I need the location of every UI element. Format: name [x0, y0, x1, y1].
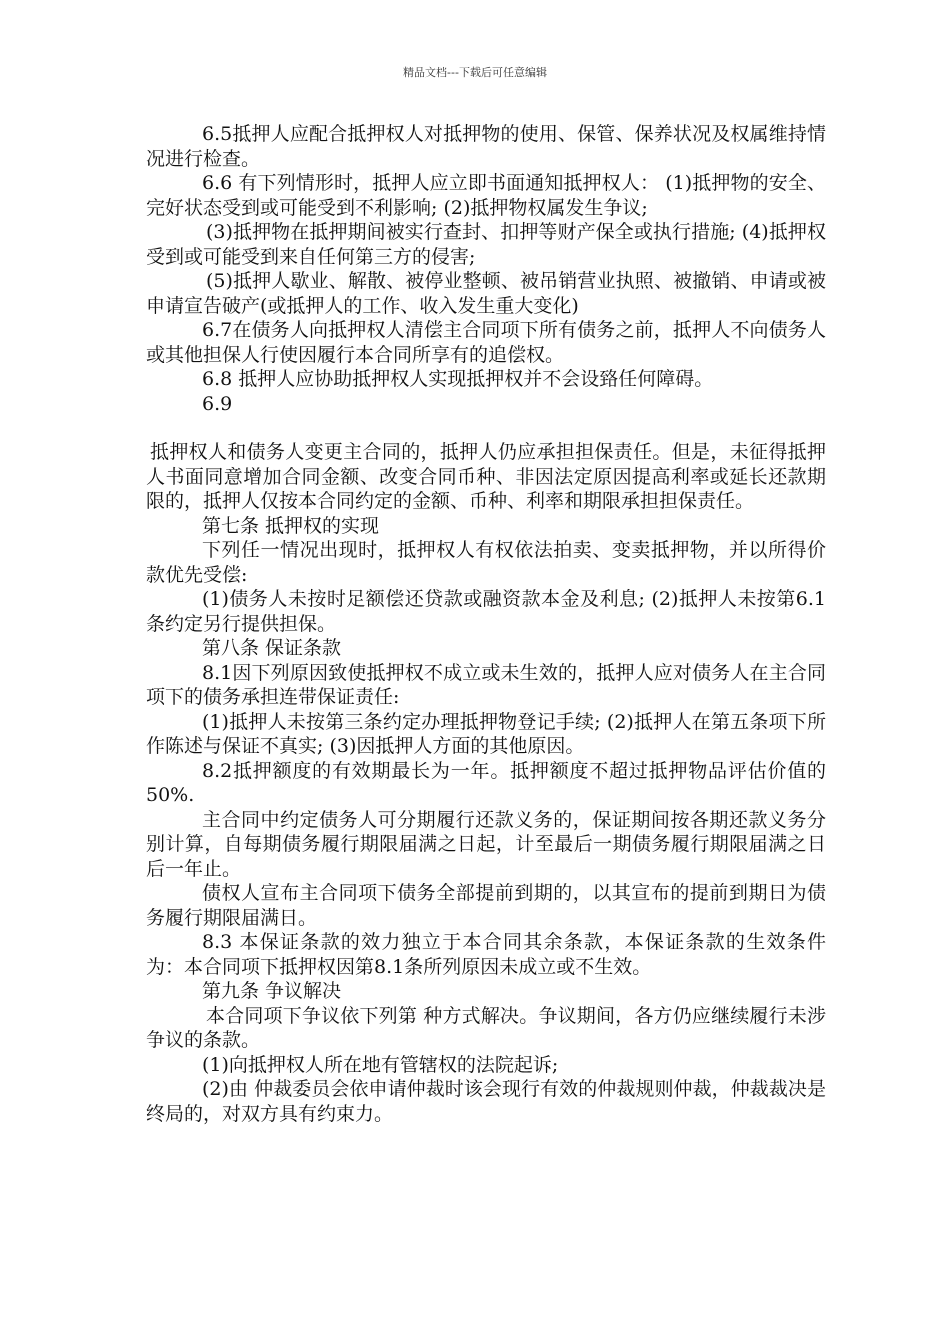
- paragraph-6-9: 6.9: [202, 392, 233, 415]
- blank-line: [146, 416, 826, 440]
- paragraph-guarantee-change: 抵押权人和债务人变更主合同的，抵押人仍应承担担保责任。但是，未征得抵押人书面同意增加合同金额、改变合同币种、非因法定原因提高利率或延长还款期限的，抵押人仅按本合同约定的金额、币种、利率和期限承担担保责任。: [146, 441, 826, 512]
- paragraph-acceleration: 债权人宣布主合同项下债务全部提前到期的，以其宣布的提前到期日为债务履行期限届满日。: [146, 882, 826, 929]
- paragraph-6-5: 6.5抵押人应配合抵押权人对抵押物的使用、保管、保养状况及权属维持情况进行检查。: [146, 123, 826, 170]
- paragraph-6-7: 6.7在债务人向抵押权人清偿主合同项下所有债务之前，抵押人不向债务人或其他担保人行使因履行本合同所享有的追偿权。: [146, 319, 826, 366]
- document-body: [146, 122, 826, 1126]
- paragraph-7-items: (1)债务人未按时足额偿还贷款或融资款本金及利息; (2)抵押人未按第6.1条约定另行提供担保。: [146, 588, 826, 635]
- article-9-heading: 第九条 争议解决: [202, 980, 342, 1002]
- paragraph-installment: 主合同中约定债务人可分期履行还款义务的，保证期间按各期还款义务分别计算，自每期债务履行期限届满之日起，计至最后一期债务履行期限届满之日后一年止。: [146, 808, 826, 880]
- page-header: 精品文档---下载后可任意编辑: [403, 66, 547, 79]
- paragraph-6-8: 6.8 抵押人应协助抵押权人实现抵押权并不会设臵任何障碍。: [202, 368, 714, 390]
- paragraph-9-option-1: (1)向抵押权人所在地有管辖权的法院起诉;: [202, 1053, 559, 1076]
- article-8-heading: 第八条 保证条款: [202, 637, 342, 659]
- paragraph-6-6-item-3-4: (3)抵押物在抵押期间被实行查封、扣押等财产保全或执行措施; (4)抵押权受到或可能受到来自任何第三方的侵害;: [146, 221, 826, 268]
- paragraph-9-option-2: (2)由 仲裁委员会依申请仲裁时该会现行有效的仲裁规则仲裁，仲裁裁决是终局的，对双方具有约束力。: [146, 1078, 826, 1125]
- paragraph-9-intro: 本合同项下争议依下列第 种方式解决。争议期间，各方仍应继续履行未涉争议的条款。: [146, 1004, 826, 1051]
- paragraph-6-6: 6.6 有下列情形时，抵押人应立即书面通知抵押权人： (1)抵押物的安全、完好状态受到或可能受到不利影响; (2)抵押物权属发生争议;: [146, 172, 826, 219]
- article-7-heading: 第七条 抵押权的实现: [202, 514, 380, 537]
- paragraph-8-1: 8.1因下列原因致使抵押权不成立或未生效的，抵押人应对债务人在主合同项下的债务承担连带保证责任:: [146, 661, 826, 708]
- paragraph-8-1-items: (1)抵押人未按第三条约定办理抵押物登记手续; (2)抵押人在第五条项下所作陈述与保证不真实; (3)因抵押人方面的其他原因。: [146, 710, 826, 757]
- paragraph-8-3: 8.3 本保证条款的效力独立于本合同其余条款，本保证条款的生效条件为：本合同项下抵押权因第8.1条所列原因未成立或不生效。: [146, 931, 826, 978]
- paragraph-6-6-item-5: (5)抵押人歇业、解散、被停业整顿、被吊销营业执照、被撤销、申请或被申请宣告破产(或抵押人的工作、收入发生重大变化): [146, 270, 826, 317]
- paragraph-7-intro: 下列任一情况出现时，抵押权人有权依法拍卖、变卖抵押物，并以所得价款优先受偿:: [146, 539, 826, 586]
- paragraph-8-2: 8.2抵押额度的有效期最长为一年。抵押额度不超过抵押物品评估价值的50%.: [146, 759, 826, 806]
